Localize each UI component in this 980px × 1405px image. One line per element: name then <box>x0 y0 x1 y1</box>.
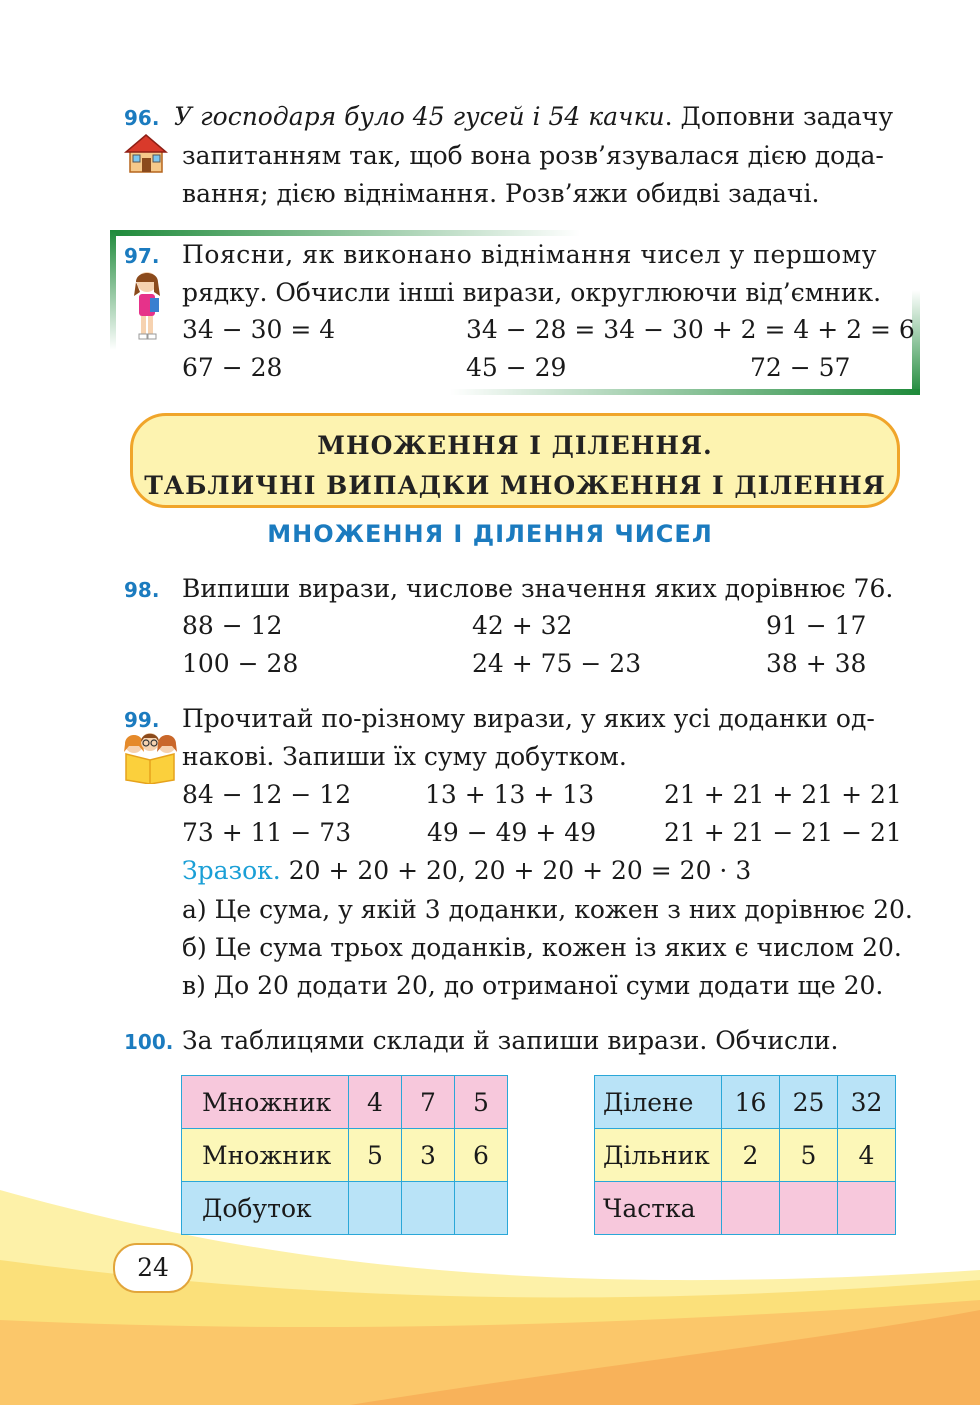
table-cell: 4 <box>838 1129 896 1182</box>
task-99-expr: 49 − 49 + 49 <box>427 818 597 847</box>
row-label: Множник <box>182 1076 349 1129</box>
answer-cell[interactable] <box>402 1182 455 1235</box>
banner-title-line-2: ТАБЛИЧНІ ВИПАДКИ МНОЖЕННЯ І ДІЛЕННЯ <box>144 471 886 500</box>
house-icon <box>124 132 168 174</box>
table-cell: 16 <box>722 1076 780 1129</box>
answer-cell[interactable] <box>780 1182 838 1235</box>
table-cell: 5 <box>455 1076 508 1129</box>
task-99-expr: 13 + 13 + 13 <box>425 780 595 809</box>
multiplication-table <box>181 1075 508 1235</box>
task-99-expr: 21 + 21 + 21 + 21 <box>664 780 902 809</box>
table-cell: 5 <box>780 1129 838 1182</box>
table-cell: 25 <box>780 1076 838 1129</box>
table-cell: 7 <box>402 1076 455 1129</box>
task-96-line-3: вання; дією віднімання. Розв’яжи обидві задачі. <box>182 179 820 208</box>
task-96-line-1 <box>174 98 893 136</box>
task-100-line-1: За таблицями склади й запиши вирази. Обчисли. <box>182 1026 839 1055</box>
task-99-line-1: Прочитай по-різному вирази, у яких усі доданки од- <box>182 704 875 733</box>
task-99-expr: 21 + 21 − 21 − 21 <box>664 818 902 847</box>
answer-cell[interactable] <box>349 1182 402 1235</box>
task-97-line-2: рядку. Обчисли інші вирази, округлюючи від’ємник. <box>182 278 882 307</box>
table-cell: 3 <box>402 1129 455 1182</box>
table-row <box>182 1076 508 1129</box>
task-99-option-a: а) Це сума, у якій 3 доданки, кожен з них дорівнює 20. <box>182 895 913 924</box>
sample-label: Зразок. <box>182 856 281 885</box>
table-cell: 5 <box>349 1129 402 1182</box>
task-99-option-b: б) Це сума трьох доданків, кожен із яких є числом 20. <box>182 933 902 962</box>
row-label: Добуток <box>182 1182 349 1235</box>
task-number-96: 96. <box>124 106 160 130</box>
task-97-expr: 72 − 57 <box>750 353 851 382</box>
table-cell: 4 <box>349 1076 402 1129</box>
answer-cell[interactable] <box>722 1182 780 1235</box>
answer-cell[interactable] <box>455 1182 508 1235</box>
task-number-97: 97. <box>124 244 160 268</box>
division-table <box>594 1075 896 1235</box>
task-98-expr: 100 − 28 <box>182 649 299 678</box>
girl-icon <box>130 270 164 342</box>
task-98-line-1: Випиши вирази, числове значення яких дорівнює 76. <box>182 574 894 603</box>
table-cell: 2 <box>722 1129 780 1182</box>
task-99-line-2: накові. Запиши їх суму добутком. <box>182 742 627 771</box>
task-97-expr: 45 − 29 <box>466 353 567 382</box>
task-99-expr: 84 − 12 − 12 <box>182 780 352 809</box>
table-cell: 32 <box>838 1076 896 1129</box>
task-97-expr: 67 − 28 <box>182 353 283 382</box>
task-98-expr: 91 − 17 <box>766 611 867 640</box>
sample-text: 20 + 20 + 20, 20 + 20 + 20 = 20 · 3 <box>288 856 752 885</box>
row-label: Ділене <box>595 1076 722 1129</box>
row-label: Множник <box>182 1129 349 1182</box>
children-reading-icon <box>122 730 178 784</box>
task-96-line-2: запитанням так, щоб вона розв’язувалася дією дода- <box>182 141 884 170</box>
task-number-99: 99. <box>124 708 160 732</box>
table-row <box>595 1182 896 1235</box>
task-96-line-1-rest: . Доповни задачу <box>664 102 894 131</box>
row-label: Частка <box>595 1182 722 1235</box>
task-97-expr: 34 − 28 = 34 − 30 + 2 = 4 + 2 = 6 <box>466 315 915 344</box>
banner-title-line-1: МНОЖЕННЯ І ДІЛЕННЯ. <box>317 431 713 460</box>
section-banner <box>130 413 900 508</box>
answer-cell[interactable] <box>838 1182 896 1235</box>
task-97-line-1: Поясни, як виконано віднімання чисел у першому <box>182 240 878 269</box>
task-number-98: 98. <box>124 578 160 602</box>
task-number-100: 100. <box>124 1030 174 1054</box>
table-row <box>182 1182 508 1235</box>
row-label: Дільник <box>595 1129 722 1182</box>
task-98-expr: 88 − 12 <box>182 611 283 640</box>
table-row <box>595 1076 896 1129</box>
task-99-expr: 73 + 11 − 73 <box>182 818 352 847</box>
task-98-expr: 24 + 75 − 23 <box>472 649 642 678</box>
task-99-option-c: в) До 20 додати 20, до отриманої суми додати ще 20. <box>182 971 884 1000</box>
section-subtitle: МНОЖЕННЯ І ДІЛЕННЯ ЧИСЕЛ <box>267 520 713 548</box>
task-98-expr: 38 + 38 <box>766 649 867 678</box>
table-cell: 6 <box>455 1129 508 1182</box>
page-number: 24 <box>113 1243 193 1293</box>
task-99-sample <box>182 852 751 890</box>
table-row <box>182 1129 508 1182</box>
task-98-expr: 42 + 32 <box>472 611 573 640</box>
task-97-expr: 34 − 30 = 4 <box>182 315 336 344</box>
task-96-italic-given: У господаря було 45 гусей і 54 качки <box>174 102 665 131</box>
table-row <box>595 1129 896 1182</box>
